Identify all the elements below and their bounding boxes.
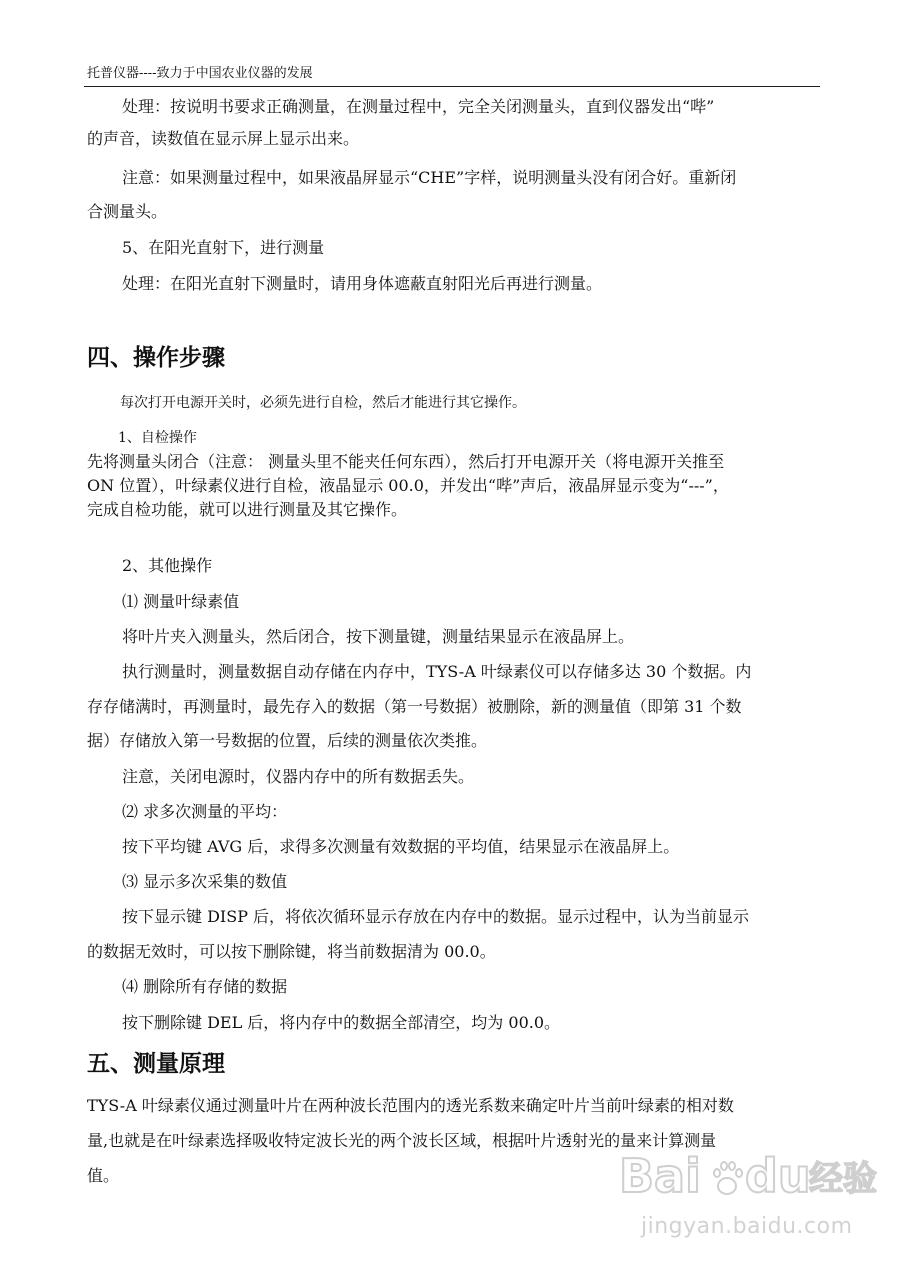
- section-heading: 四、操作步骤: [87, 345, 225, 371]
- paragraph: 5、在阳光直射下，进行测量: [122, 238, 325, 257]
- paragraph: ⑷ 删除所有存储的数据: [122, 977, 288, 996]
- watermark-url: jingyan.baidu.com: [641, 1214, 853, 1239]
- paragraph: 按下平均键 AVG 后，求得多次测量有效数据的平均值，结果显示在液晶屏上。: [122, 837, 680, 856]
- svg-text:经验: 经验: [809, 1159, 877, 1199]
- paragraph: ON 位置），叶绿素仪进行自检，液晶显示 00.0，并发出“哔”声后，液晶屏显示变为“---”，: [87, 476, 729, 495]
- paragraph: 处理：在阳光直射下测量时，请用身体遮蔽直射阳光后再进行测量。: [122, 274, 603, 293]
- header-rule: [84, 86, 820, 87]
- paragraph: 将叶片夹入测量头，然后闭合，按下测量键，测量结果显示在液晶屏上。: [122, 627, 635, 646]
- paragraph: 量,也就是在叶绿素选择吸收特定波长光的两个波长区域，根据叶片透射光的量来计算测量: [87, 1131, 717, 1150]
- paragraph: TYS-A 叶绿素仪通过测量叶片在两种波长范围内的透光系数来确定叶片当前叶绿素的相对数: [87, 1096, 734, 1115]
- paragraph: 完成自检功能，就可以进行测量及其它操作。: [87, 500, 408, 519]
- svg-text:du: du: [745, 1149, 811, 1203]
- paragraph: 的声音，读数值在显示屏上显示出来。: [87, 129, 360, 148]
- paragraph: ⑵ 求多次测量的平均：: [122, 802, 288, 821]
- page-header: 托普仪器----致力于中国农业仪器的发展: [87, 66, 313, 81]
- paragraph: 注意：如果测量过程中，如果液晶屏显示“CHE”字样，说明测量头没有闭合好。重新闭: [122, 168, 737, 187]
- paragraph: 按下删除键 DEL 后，将内存中的数据全部清空，均为 00.0。: [122, 1013, 561, 1032]
- paragraph: ⑴ 测量叶绿素值: [122, 592, 240, 611]
- section-heading: 五、测量原理: [87, 1051, 225, 1077]
- paragraph: 先将测量头闭合（注意： 测量头里不能夹任何东西），然后打开电源开关（将电源开关推至: [87, 452, 725, 471]
- paragraph: 值。: [87, 1166, 120, 1185]
- paragraph: 按下显示键 DISP 后，将依次循环显示存放在内存中的数据。显示过程中，认为当前显示: [122, 907, 750, 926]
- paragraph: 2、其他操作: [122, 556, 213, 575]
- paragraph: 合测量头。: [87, 202, 168, 221]
- paragraph: 每次打开电源开关时，必须先进行自检，然后才能进行其它操作。: [120, 395, 526, 411]
- paragraph: 处理：按说明书要求正确测量，在测量过程中，完全关闭测量头，直到仪器发出“哔”: [122, 97, 715, 116]
- paragraph: 执行测量时，测量数据自动存储在内存中，TYS-A 叶绿素仪可以存储多达 30 个数据。内: [122, 662, 752, 681]
- paragraph: ⑶ 显示多次采集的数值: [122, 872, 288, 891]
- paragraph: 1、自检操作: [118, 430, 197, 446]
- paragraph: 据）存储放入第一号数据的位置，后续的测量依次类推。: [87, 731, 488, 750]
- paragraph: 注意，关闭电源时，仪器内存中的所有数据丢失。: [122, 767, 475, 786]
- baidu-jingyan-watermark: [613, 1142, 883, 1252]
- paragraph: 存存储满时，再测量时，最先存入的数据（第一号数据）被删除，新的测量值（即第 31 个数: [87, 697, 742, 716]
- baidu-logo-icon: [613, 1142, 883, 1214]
- paragraph: 的数据无效时，可以按下删除键，将当前数据清为 00.0。: [87, 942, 496, 961]
- svg-text:Bai: Bai: [619, 1149, 701, 1203]
